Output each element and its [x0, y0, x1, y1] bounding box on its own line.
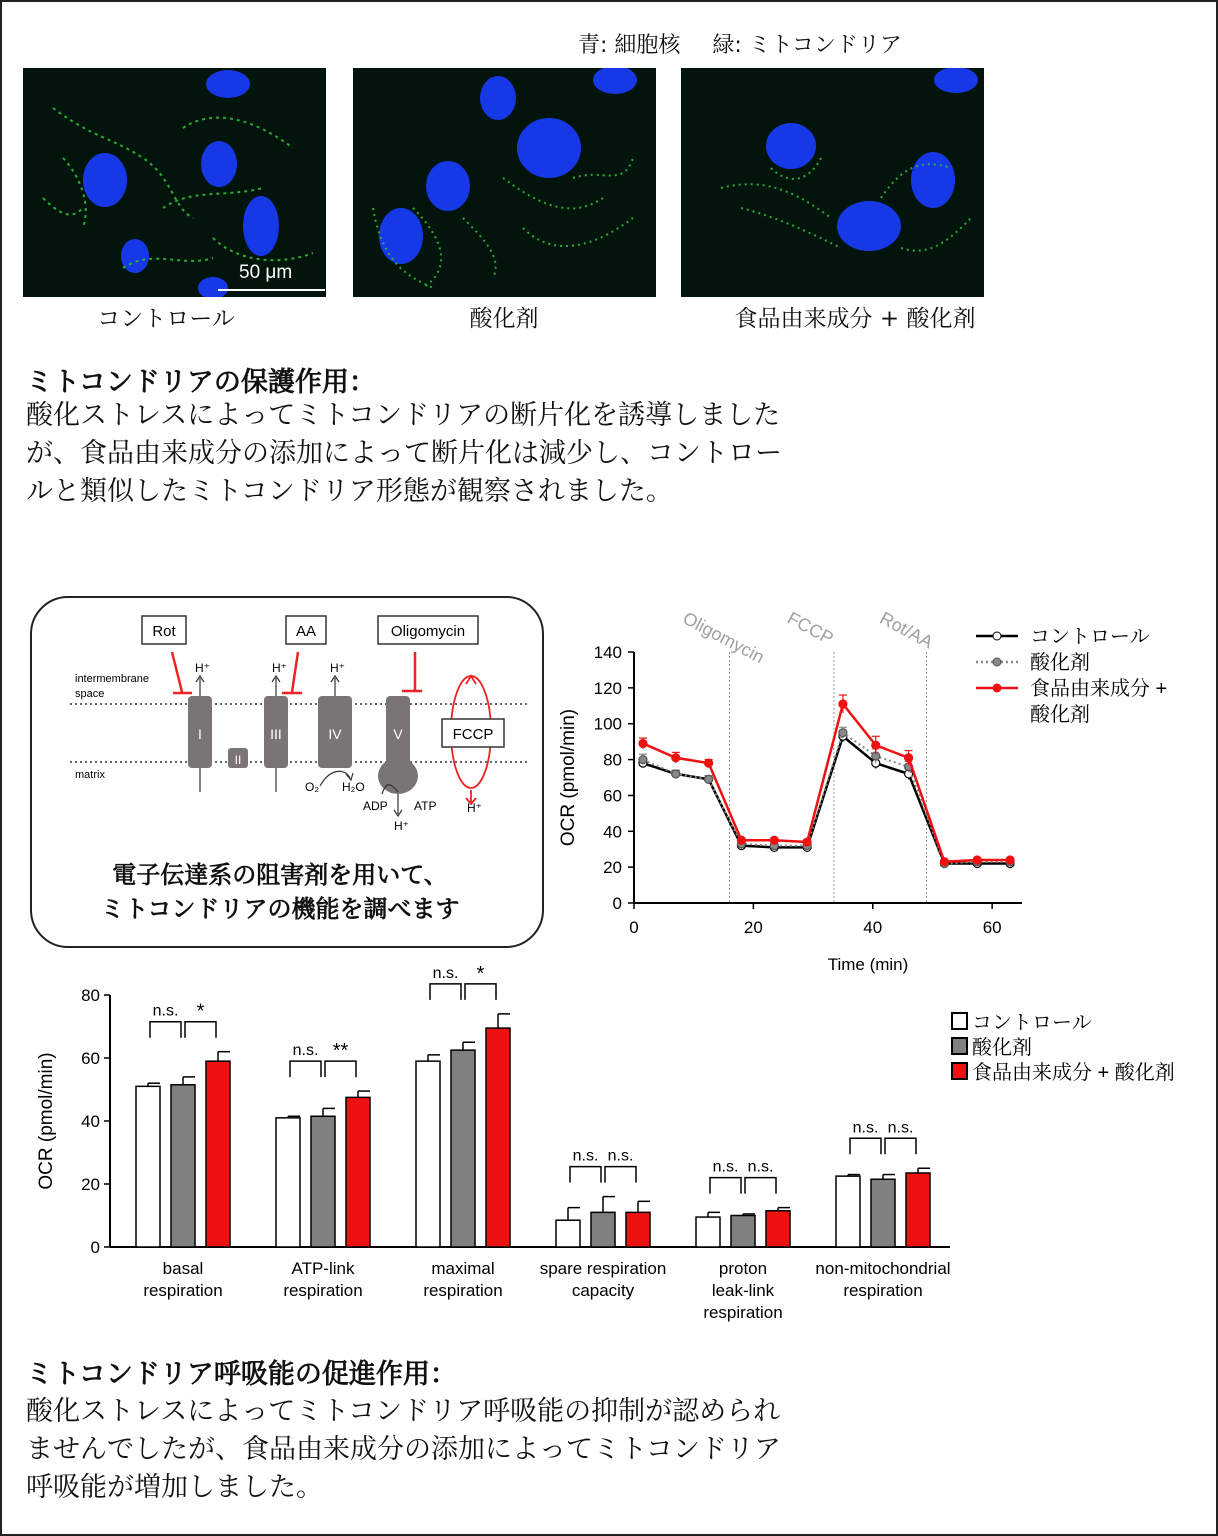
category-label-5-1: respiration — [843, 1281, 923, 1300]
y-tick-label-2: 40 — [81, 1112, 100, 1131]
significance-label-5-0: n.s. — [852, 1119, 879, 1137]
legend-marker-1 — [993, 658, 1001, 666]
significance-label-4-1: n.s. — [747, 1158, 774, 1176]
y-tick-label-2: 40 — [603, 822, 622, 842]
y-axis-label: OCR (pmol/min) — [558, 708, 579, 847]
micrograph-oxidant — [353, 68, 656, 297]
fccp-label: FCCP — [452, 726, 494, 743]
legend-swatch-2 — [952, 1063, 967, 1079]
bar-2-2 — [486, 1028, 510, 1247]
section2-line-3: 呼吸能が増加しました。 — [26, 1472, 323, 1503]
series-line-1 — [643, 733, 1010, 864]
legend-label-1: 酸化剤 — [1030, 652, 1090, 674]
data-point — [705, 759, 713, 767]
category-label-0-0: basal — [162, 1259, 204, 1278]
x-tick-label-3: 60 — [982, 918, 1002, 937]
y-tick-label-3: 60 — [603, 786, 622, 806]
caption-food-oxidant: 食品由来成分 + 酸化剤 — [734, 306, 976, 332]
bar-5-0 — [836, 1176, 860, 1247]
category-label-3-0: spare respiration — [539, 1259, 667, 1278]
y-tick-label-0: 0 — [90, 1238, 100, 1257]
y-axis-label: OCR (pmol/min) — [36, 1052, 57, 1190]
diagram-caption-line-1: 電子伝達系の阻害剤を用いて、 — [112, 861, 448, 889]
micrograph-control — [23, 68, 326, 297]
data-point — [737, 836, 745, 844]
x-tick-label-2: 40 — [863, 918, 883, 937]
significance-bracket — [290, 1061, 321, 1077]
data-point — [905, 754, 913, 762]
category-label-2-0: maximal — [431, 1259, 495, 1278]
category-label-1-1: respiration — [283, 1281, 363, 1300]
legend-label-2-line-1: 食品由来成分 + — [1030, 678, 1168, 700]
etc-diagram — [30, 596, 542, 856]
complex-1-label: I — [198, 726, 202, 742]
data-point — [639, 756, 647, 764]
y-tick-label-7: 140 — [593, 643, 622, 662]
significance-bracket — [185, 1022, 216, 1038]
x-axis-label: Time (min) — [827, 955, 909, 974]
data-point — [672, 754, 680, 762]
significance-bracket — [570, 1167, 601, 1183]
h-label-3: H⁺ — [330, 661, 345, 675]
bar-4-0 — [696, 1217, 720, 1247]
y-tick-label-6: 120 — [593, 678, 622, 698]
atp-label: ATP — [414, 799, 437, 813]
legend-swatch-1 — [952, 1038, 967, 1054]
data-point — [839, 700, 847, 708]
bar-1-1 — [311, 1116, 335, 1247]
bar-2-0 — [416, 1061, 440, 1247]
stain-legend — [578, 28, 934, 59]
h-label-5: H⁺ — [467, 801, 482, 815]
micrograph-food-oxidant — [681, 68, 984, 297]
ocr-time-course-chart — [552, 600, 1212, 980]
category-label-1-0: ATP-link — [291, 1259, 355, 1278]
diagram-caption — [60, 858, 500, 926]
section1-body — [26, 397, 946, 511]
section2-line-1: 酸化ストレスによってミトコンドリア呼吸能の抑制が認められ — [26, 1396, 781, 1427]
data-point — [803, 838, 811, 846]
significance-bracket — [605, 1167, 636, 1183]
x-tick-label-0: 0 — [629, 918, 639, 937]
significance-label-0-0: n.s. — [152, 1002, 179, 1020]
y-tick-label-1: 20 — [81, 1175, 100, 1194]
y-tick-label-0: 0 — [612, 894, 622, 913]
y-tick-label-3: 60 — [81, 1049, 100, 1068]
section2-body — [26, 1393, 946, 1507]
category-label-4-2: respiration — [703, 1303, 783, 1322]
significance-bracket — [465, 984, 496, 1000]
o2-label: O₂ — [305, 780, 319, 794]
data-point — [973, 856, 981, 864]
bar-4-2 — [766, 1211, 790, 1247]
oligomycin-label: Oligomycin — [390, 623, 466, 640]
significance-label-4-0: n.s. — [712, 1158, 739, 1176]
data-point — [872, 741, 880, 749]
adp-label: ADP — [363, 799, 388, 813]
micrograph-control-image — [23, 68, 326, 297]
category-label-4-0: proton — [718, 1259, 768, 1278]
section1-line-2: が、食品由来成分の添加によって断片化は減少し、コントロー — [26, 438, 782, 469]
significance-bracket — [710, 1178, 741, 1194]
data-point — [770, 836, 778, 844]
ims-label-2: space — [75, 688, 105, 700]
complex-5-label: V — [393, 726, 403, 742]
section1-line-1: 酸化ストレスによってミトコンドリアの断片化を誘導しました — [26, 400, 781, 431]
stain-legend-blue: 青: 細胞核 — [578, 33, 681, 58]
data-point — [1006, 856, 1014, 864]
data-point — [639, 739, 647, 747]
bar-1-0 — [276, 1118, 300, 1247]
significance-bracket — [745, 1178, 776, 1194]
ims-label-1: intermembrane — [75, 673, 149, 685]
bar-4-1 — [731, 1216, 755, 1248]
significance-bracket — [325, 1061, 356, 1077]
significance-label-3-1: n.s. — [607, 1147, 634, 1165]
significance-label-2-0: n.s. — [432, 964, 459, 982]
data-point — [839, 729, 847, 737]
significance-label-2-1: * — [476, 962, 485, 985]
legend-label-2-line-2: 酸化剤 — [1030, 704, 1090, 726]
h-label-2: H⁺ — [272, 661, 287, 675]
scale-bar-label: 50 μm — [239, 262, 293, 283]
data-point — [672, 770, 680, 778]
y-tick-label-4: 80 — [603, 750, 622, 770]
significance-label-5-1: n.s. — [887, 1119, 914, 1137]
legend-label-0: コントロール — [972, 1012, 1092, 1034]
series-line-0 — [643, 736, 1010, 863]
significance-bracket — [850, 1138, 881, 1154]
significance-bracket — [430, 984, 461, 1000]
injection-label-2: Rot/AA — [876, 607, 937, 653]
section2-line-2: ませんでしたが、食品由来成分の添加によってミトコンドリア — [26, 1434, 781, 1465]
data-point — [705, 775, 713, 783]
y-tick-label-1: 20 — [603, 858, 622, 878]
bar-0-2 — [206, 1061, 230, 1247]
h-label-1: H⁺ — [195, 661, 210, 675]
category-label-4-1: leak-link — [711, 1281, 775, 1300]
micrograph-food-oxidant-image — [681, 68, 984, 297]
legend-swatch-0 — [952, 1013, 967, 1029]
bar-0-1 — [171, 1085, 195, 1247]
legend-marker-2 — [993, 684, 1001, 692]
bar-5-2 — [906, 1173, 930, 1247]
legend-marker-0 — [993, 632, 1001, 640]
diagram-caption-line-2: ミトコンドリアの機能を調べます — [100, 895, 460, 923]
bar-3-0 — [556, 1220, 580, 1247]
significance-label-3-0: n.s. — [572, 1147, 599, 1165]
significance-bracket — [885, 1138, 916, 1154]
legend-label-2: 食品由来成分 + 酸化剤 — [972, 1062, 1175, 1084]
significance-label-1-1: ** — [332, 1040, 349, 1063]
section1-heading: ミトコンドリアの保護作用： — [26, 367, 376, 398]
complex-4-label: IV — [328, 726, 342, 742]
x-tick-label-1: 20 — [743, 918, 763, 937]
aa-label: AA — [295, 623, 317, 640]
bar-1-2 — [346, 1097, 370, 1247]
y-tick-label-4: 80 — [81, 986, 100, 1005]
y-tick-label-5: 100 — [593, 714, 622, 734]
bar-2-1 — [451, 1050, 475, 1247]
bar-0-0 — [136, 1086, 160, 1247]
bar-3-2 — [626, 1212, 650, 1247]
legend-label-1: 酸化剤 — [972, 1037, 1032, 1059]
bar-5-1 — [871, 1179, 895, 1247]
significance-label-1-0: n.s. — [292, 1042, 319, 1060]
legend-label-0: コントロール — [1030, 626, 1150, 648]
section1-line-3: ルと類似したミトコンドリア形態が観察されました。 — [26, 476, 673, 507]
stain-legend-green: 緑: ミトコンドリア — [712, 33, 902, 58]
bar-3-1 — [591, 1212, 615, 1247]
category-label-2-1: respiration — [423, 1281, 503, 1300]
category-label-3-1: capacity — [571, 1281, 635, 1300]
caption-oxidant: 酸化剤 — [469, 306, 539, 332]
data-point — [940, 858, 948, 866]
complex-2-label: II — [234, 753, 242, 767]
significance-label-0-1: * — [196, 1000, 205, 1023]
category-label-5-0: non-mitochondrial — [815, 1259, 951, 1278]
injection-label-0: Oligomycin — [679, 607, 768, 668]
injection-label-1: FCCP — [784, 607, 837, 649]
section2-heading: ミトコンドリア呼吸能の促進作用： — [26, 1359, 457, 1390]
significance-bracket — [150, 1022, 181, 1038]
h-label-4: H⁺ — [394, 819, 409, 833]
micrograph-oxidant-image — [353, 68, 656, 297]
series-line-2 — [643, 704, 1010, 862]
matrix-label: matrix — [75, 769, 105, 781]
complex-3-label: III — [270, 726, 282, 742]
category-label-0-1: respiration — [143, 1281, 223, 1300]
ocr-parameters-chart — [28, 955, 1208, 1335]
rot-label: Rot — [152, 623, 176, 640]
h2o-label: H₂O — [342, 780, 365, 794]
caption-control: コントロール — [97, 306, 235, 332]
